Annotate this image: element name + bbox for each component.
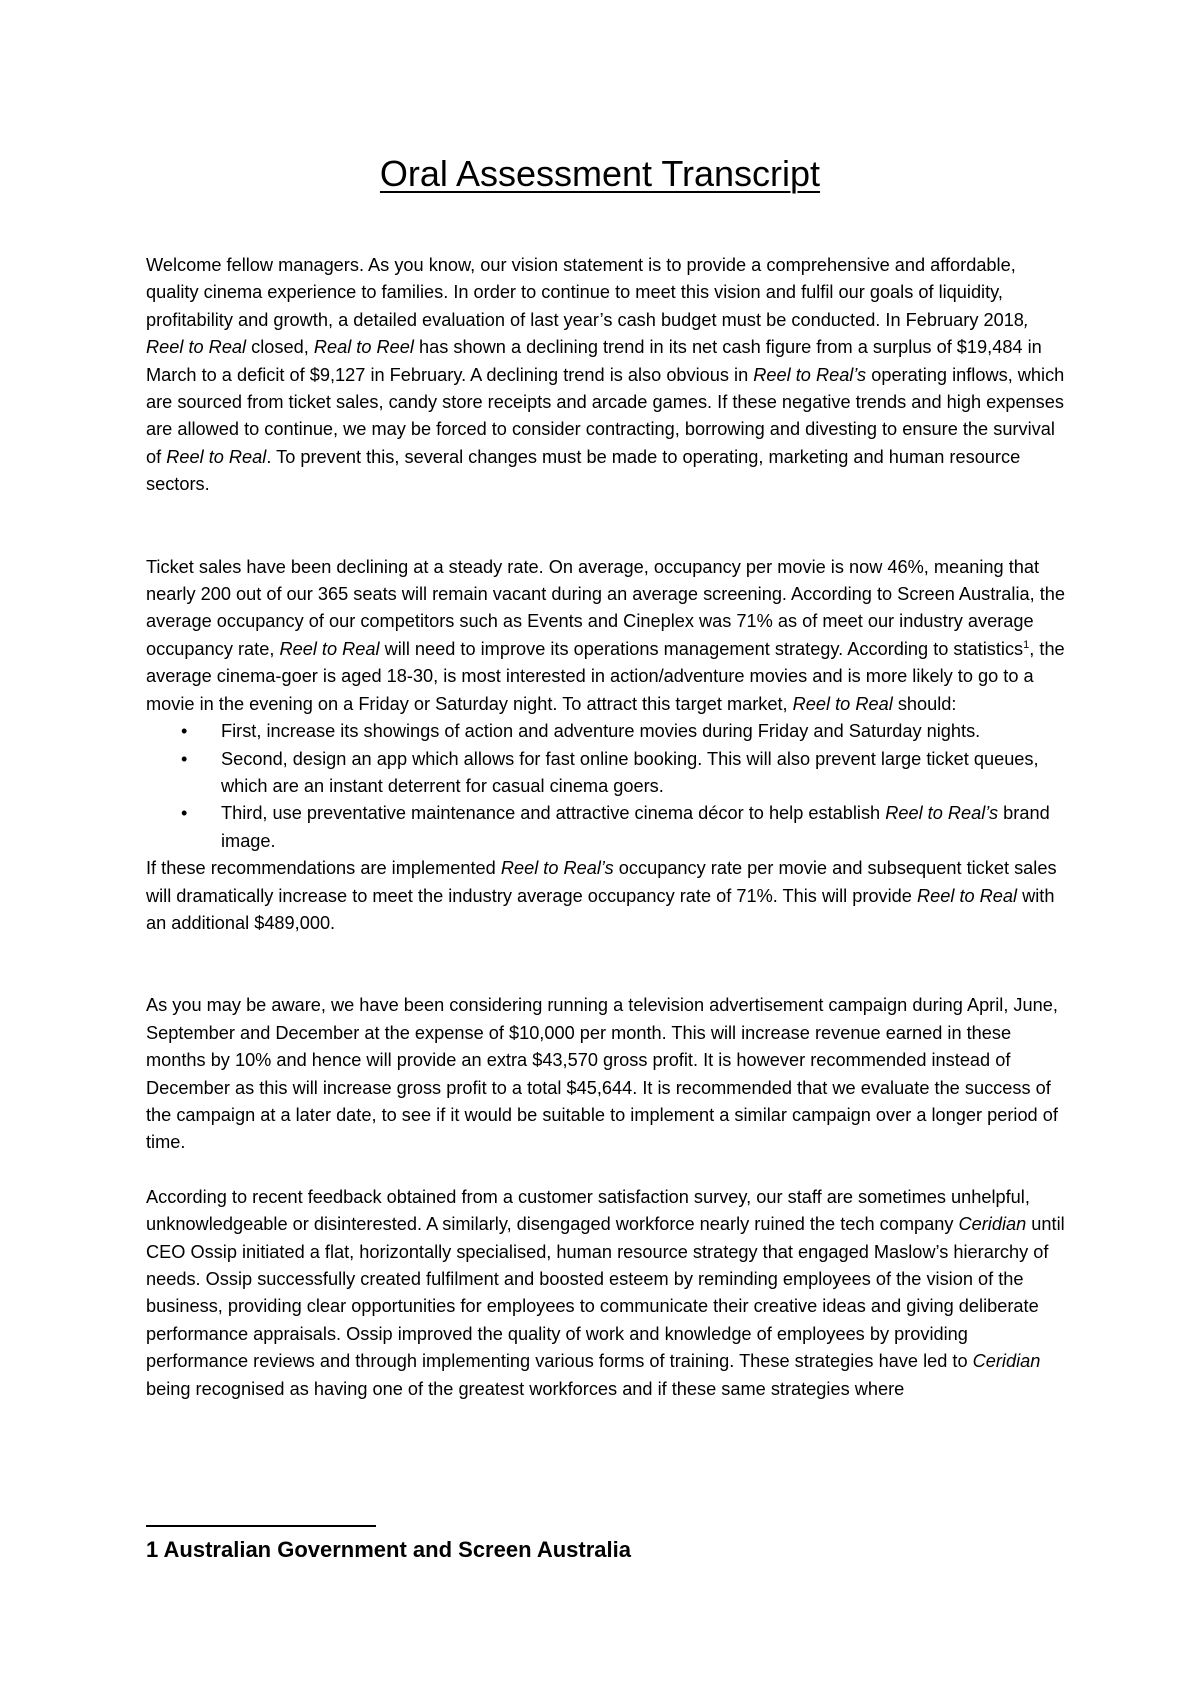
recommend-text-3: with an additional $489,000.	[146, 885, 1055, 933]
footnote-reference: 1	[1023, 638, 1030, 651]
tickets-italic-2: Reel to Real	[792, 693, 893, 714]
recommend-italic-2: Reel to Real	[916, 885, 1018, 906]
intro-italic-1: , Reel to Real	[146, 309, 1029, 358]
bullet-icon: •	[181, 803, 188, 824]
staff-text-2: until CEO Ossip initiated a flat, horizontally specialised, human resource strategy that engaged Maslow’s hierarchy of needs. Ossip successfully created fulfilment and boosted esteem by reminding employees of the vision of the business, providing clear opportunities for employees to communicate their creative ideas and giving deliberate performance appraisals. Ossip improved the quality of work and knowledge of employees by providing performance reviews and through implementing various forms of training. These strategies have led to	[146, 1214, 1065, 1372]
list-item	[181, 746, 1068, 801]
intro-text-1: Welcome fellow managers. As you know, our vision statement is to provide a comprehensive and affordable, quality cinema experience to families. In order to continue to meet this vision and fulfil our goals of liquidity, profitability and growth, a detailed evaluation of last year’s cash budget must be conducted. In February 2018	[146, 255, 1024, 330]
recommendation-list	[146, 718, 1068, 855]
intro-text-2: closed,	[246, 337, 314, 358]
tickets-text-1: Ticket sales have been declining at a steady rate. On average, occupancy per movie is now 46%, meaning that nearly 200 out of our 365 seats will remain vacant during an average screening. According to Screen Australia, the average occupancy of our competitors such as Events and Cineplex was 71% as of meet our industry average occupancy rate,	[146, 556, 1066, 659]
document-title: Oral Assessment Transcript	[379, 153, 821, 194]
footnote-divider	[146, 1525, 376, 1527]
staff-italic-2: Ceridian	[972, 1351, 1041, 1372]
bullet-icon: •	[181, 748, 188, 769]
advertising-paragraph: As you may be aware, we have been considering running a television advertisement campaign during April, June, September and December at the expense of $10,000 per month. This will increase revenue earned in these months by 10% and hence will provide an extra $43,570 gross profit. It is however recommended instead of December as this will increase gross profit to a total $45,644. It is recommended that we evaluate the success of the campaign at a later date, to see if it would be suitable to implement a similar campaign over a longer period of time.	[146, 995, 1058, 1153]
ticket-sales-paragraph	[146, 554, 1068, 718]
bullet-text-3: Third, use preventative maintenance and attractive cinema décor to help establish	[221, 803, 886, 824]
staff-text-1: According to recent feedback obtained from a customer satisfaction survey, our staff are sometimes unhelpful, unknowledgeable or disinterested. A similarly, disengaged workforce nearly ruined the tech company	[146, 1186, 1030, 1235]
bullet-icon: •	[181, 721, 188, 742]
bullet-italic-3: Reel to Real’s	[885, 803, 999, 824]
tickets-text-2: will need to improve its operations management strategy. According to statistics	[379, 638, 1024, 659]
list-item	[181, 718, 1068, 745]
recommend-text-2: occupancy rate per movie and subsequent ticket sales will dramatically increase to meet the industry average occupancy rate of 71%. This will provide	[146, 858, 1057, 906]
recommendation-outcome-paragraph	[146, 855, 1068, 937]
paragraph-spacer	[146, 499, 1068, 554]
bullet-text-1: First, increase its showings of action and adventure movies during Friday and Saturday nights.	[221, 721, 981, 742]
tickets-italic-1: Reel to Real	[279, 638, 380, 659]
tickets-text-3: , the average cinema-goer is aged 18-30, is most interested in action/adventure movies and is more likely to go to a movie in the evening on a Friday or Saturday night. To attract this target market,	[146, 638, 1065, 714]
bullet-text-3b: brand image.	[221, 803, 1050, 851]
intro-text-4: operating inflows, which are sourced from ticket sales, candy store receipts and arcade games. If these negative trends and high expenses are allowed to continue, we may be forced to consider contracting, borrowing and divesting to ensure the survival of	[146, 364, 1065, 467]
document-body	[146, 252, 1068, 1403]
staff-text-3: being recognised as having one of the greatest workforces and if these same strategies where	[146, 1378, 905, 1399]
list-item	[181, 800, 1068, 855]
staff-italic-1: Ceridian	[958, 1214, 1027, 1235]
recommend-italic-1: Reel to Real’s	[500, 858, 614, 879]
tickets-text-4: should:	[892, 693, 957, 714]
intro-italic-4: Reel to Real	[166, 446, 267, 467]
bullet-text-2: Second, design an app which allows for fast online booking. This will also prevent large ticket queues, which are an instant deterrent for casual cinema goers.	[221, 748, 1039, 796]
intro-paragraph	[146, 252, 1068, 499]
intro-text-5: . To prevent this, several changes must be made to operating, marketing and human resource sectors.	[146, 446, 1021, 495]
paragraph-spacer	[146, 937, 1068, 992]
intro-italic-3: Reel to Real’s	[753, 364, 867, 385]
intro-italic-2: Real to Reel	[313, 337, 414, 358]
paragraph-spacer	[146, 1157, 1068, 1184]
intro-text-3: has shown a declining trend in its net cash figure from a surplus of $19,484 in March to a deficit of $9,127 in February. A declining trend is also obvious in	[146, 337, 1042, 385]
staff-paragraph	[146, 1184, 1068, 1403]
footnote: 1 Australian Government and Screen Australia	[146, 1537, 631, 1562]
recommend-text-1: If these recommendations are implemented	[146, 858, 501, 879]
